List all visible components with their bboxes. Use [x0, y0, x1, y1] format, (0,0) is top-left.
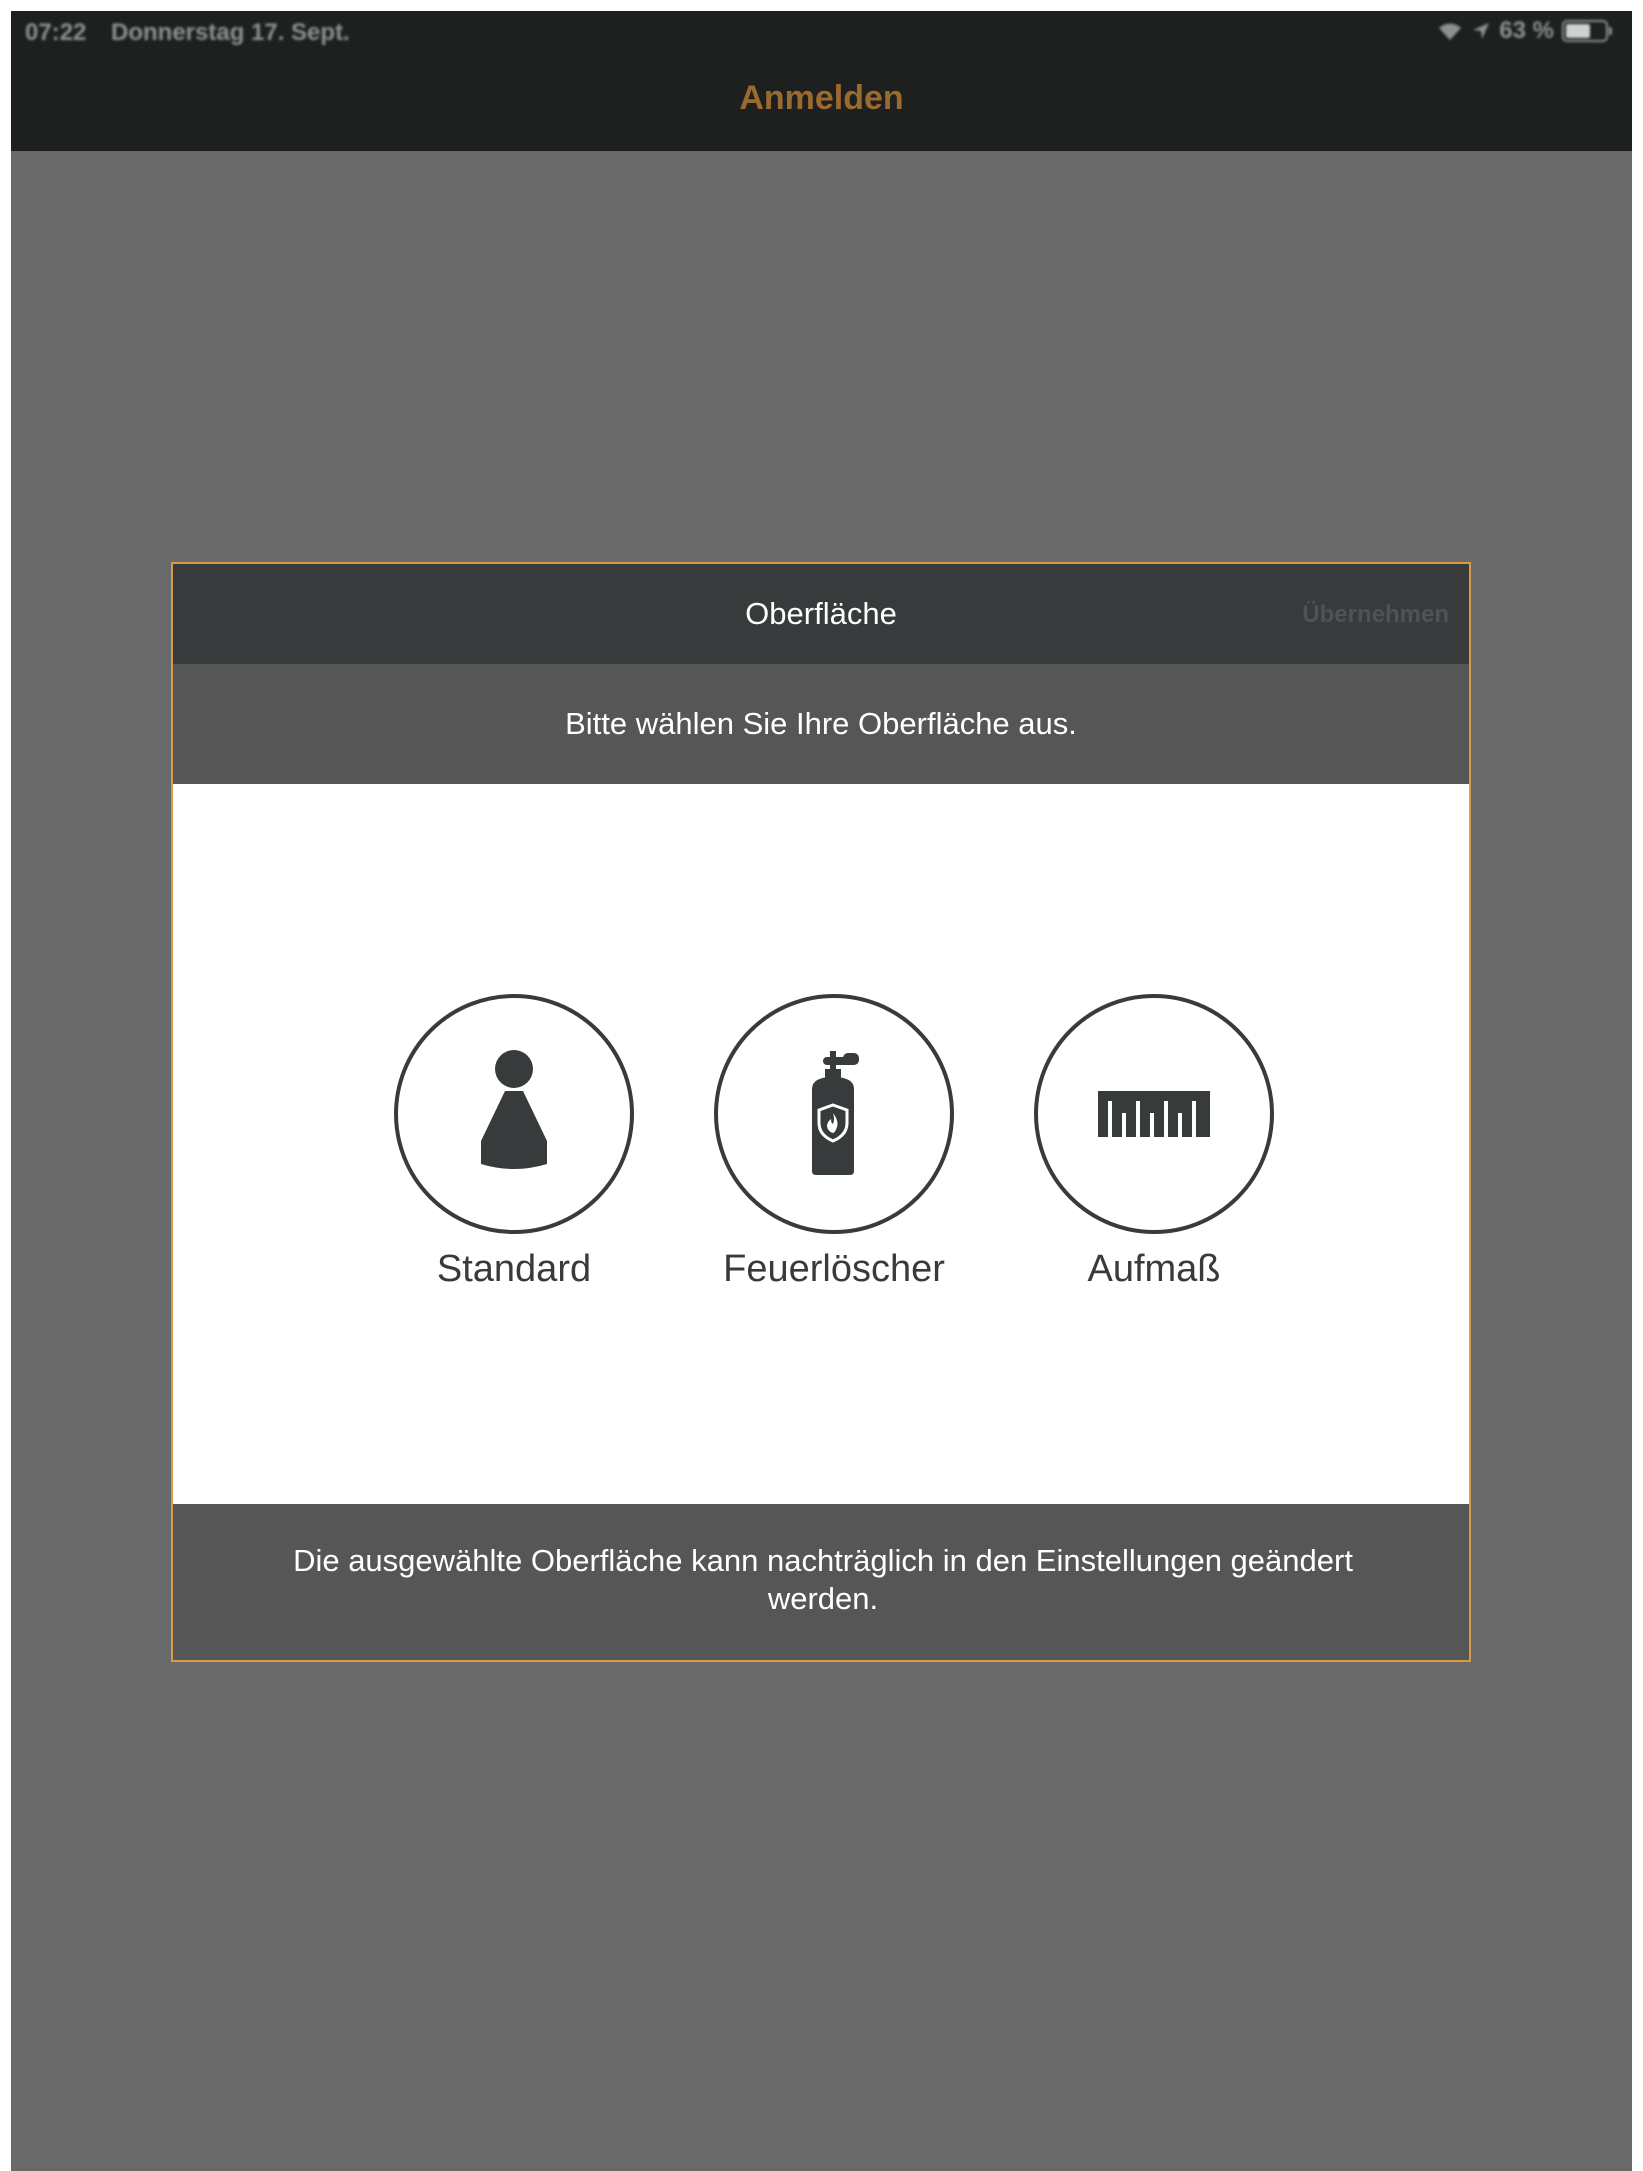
option-fire-extinguisher[interactable] — [634, 994, 954, 1314]
option-measurement[interactable] — [954, 994, 1274, 1314]
status-indicators — [1437, 17, 1608, 45]
person-icon — [469, 1049, 559, 1179]
interface-selection-dialog — [171, 562, 1471, 1662]
app-screen — [11, 11, 1632, 2171]
top-bar — [11, 11, 1632, 151]
option-measurement-label: Aufmaß — [1087, 1248, 1221, 1290]
fire-extinguisher-icon — [799, 1049, 869, 1179]
option-fire-extinguisher-label: Feuerlöscher — [723, 1248, 945, 1290]
dialog-footer-note: Die ausgewählte Oberfläche kann nachträglich in den Einstellungen geändert werden. — [293, 1543, 1353, 1616]
dialog-title: Oberfläche — [745, 596, 897, 631]
dialog-prompt-bar — [173, 664, 1469, 784]
status-date: Donnerstag 17. Sept. — [111, 19, 350, 46]
option-standard[interactable] — [314, 994, 634, 1314]
dialog-header — [173, 564, 1469, 664]
nav-title: Anmelden — [739, 79, 904, 117]
apply-button[interactable]: Übernehmen — [1302, 601, 1449, 628]
ruler-icon — [1096, 1089, 1212, 1139]
dialog-footer — [173, 1504, 1469, 1662]
dialog-prompt: Bitte wählen Sie Ihre Oberfläche aus. — [565, 706, 1077, 741]
option-measurement-circle[interactable] — [1034, 994, 1274, 1234]
options-area — [173, 784, 1469, 1504]
option-standard-label: Standard — [436, 1248, 592, 1290]
battery-icon — [1562, 20, 1608, 42]
option-standard-circle[interactable] — [394, 994, 634, 1234]
status-time: 07:22 — [25, 19, 87, 46]
option-fire-extinguisher-circle[interactable] — [714, 994, 954, 1234]
location-icon — [1471, 21, 1491, 41]
battery-percent: 63 % — [1499, 17, 1554, 44]
wifi-icon — [1437, 21, 1463, 41]
